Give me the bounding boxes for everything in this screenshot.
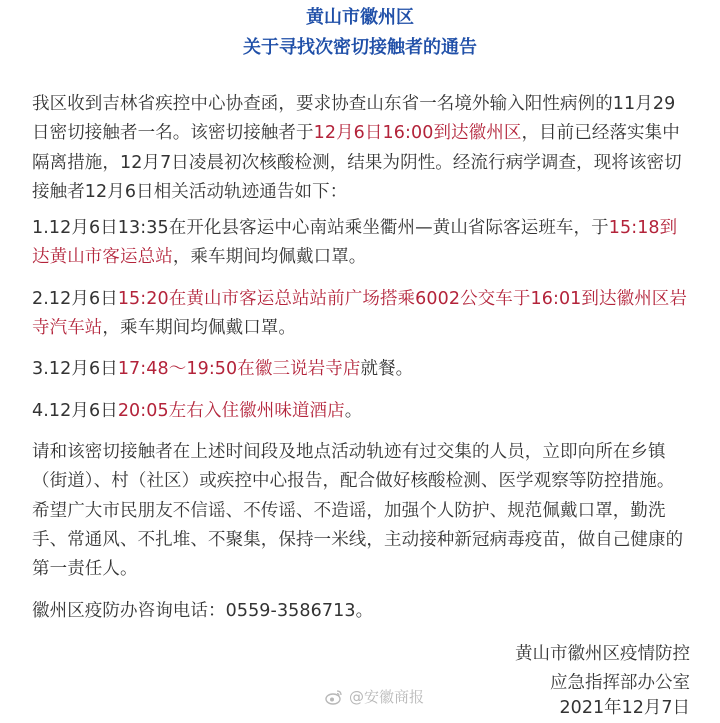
public-notice-paragraph: 请和该密切接触者在上述时间段及地点活动轨迹有过交集的人员，立即向所在乡镇（街道）、村（社区）或疾控中心报告，配合做好核酸检测、医学观察等防控措施。希望广大市民朋友不信谣、不传谣、不造谣，加强个人防护、规范佩戴口罩，勤洗手、常通风、不扎堆、不聚集，保持一米线，主动接种新冠病毒疫苗，做自己健康的第一责任人。	[32, 442, 684, 580]
signature-date: 2021年12月7日	[559, 698, 690, 718]
item3-text-c: 就餐。	[360, 359, 414, 379]
item1-text-c: ，乘车期间均佩戴口罩。	[172, 247, 367, 268]
trajectory-item-2	[32, 285, 692, 344]
weibo-icon	[325, 689, 343, 705]
trajectory-item-1	[32, 214, 692, 273]
item3-highlight: 17:48～19:50在徽三说岩寺店	[117, 359, 361, 379]
item1-highlight: 15:18到达黄山市客运总站	[32, 218, 678, 268]
notice-title-line1: 黄山市徽州区	[306, 7, 414, 28]
intro-paragraph	[32, 90, 692, 207]
watermark-text: @安徽商报	[349, 688, 425, 706]
item2-highlight: 15:20在黄山市客运总站站前广场搭乘6002公交车于16:01到达徽州区岩寺汽车站	[32, 289, 688, 339]
item2-text-c: ，乘车期间均佩戴口罩。	[102, 318, 297, 339]
item4-highlight: 20:05左右入住徽州味道酒店	[117, 401, 345, 421]
item4-text-a: 4.12月6日	[32, 401, 118, 421]
signature-org-line1: 黄山市徽州区疫情防控	[515, 644, 690, 664]
item4-text-c: 。	[344, 401, 363, 421]
signature-org-line2: 应急指挥部办公室	[550, 673, 690, 693]
trajectory-item-4	[32, 397, 692, 426]
item1-text-a: 1.12月6日13:35在开化县客运中心南站乘坐衢州—黄山省际客运班车，于	[32, 218, 609, 238]
hotline-text: 徽州区疫防办咨询电话：0559-3586713。	[32, 601, 374, 621]
intro-text-c: ，目前已经落实集中隔离措施，12月7日凌晨初次核酸检测，结果为阴性。经流行病学调查，现将该密切接触者12月6日相关活动轨迹通告如下：	[32, 123, 682, 202]
intro-highlight: 12月6日16:00到达徽州区	[313, 123, 522, 144]
notice-title-line2: 关于寻找次密切接触者的通告	[243, 37, 477, 58]
item3-text-a: 3.12月6日	[32, 359, 118, 379]
item2-text-a: 2.12月6日	[32, 289, 118, 309]
watermark	[325, 687, 424, 707]
trajectory-item-3	[32, 355, 692, 384]
intro-text-a: 我区收到吉林省疾控中心协查函，要求协查山东省一名境外输入阳性病例的11月29日密切接触者一名。该密切接触者于	[32, 94, 676, 144]
